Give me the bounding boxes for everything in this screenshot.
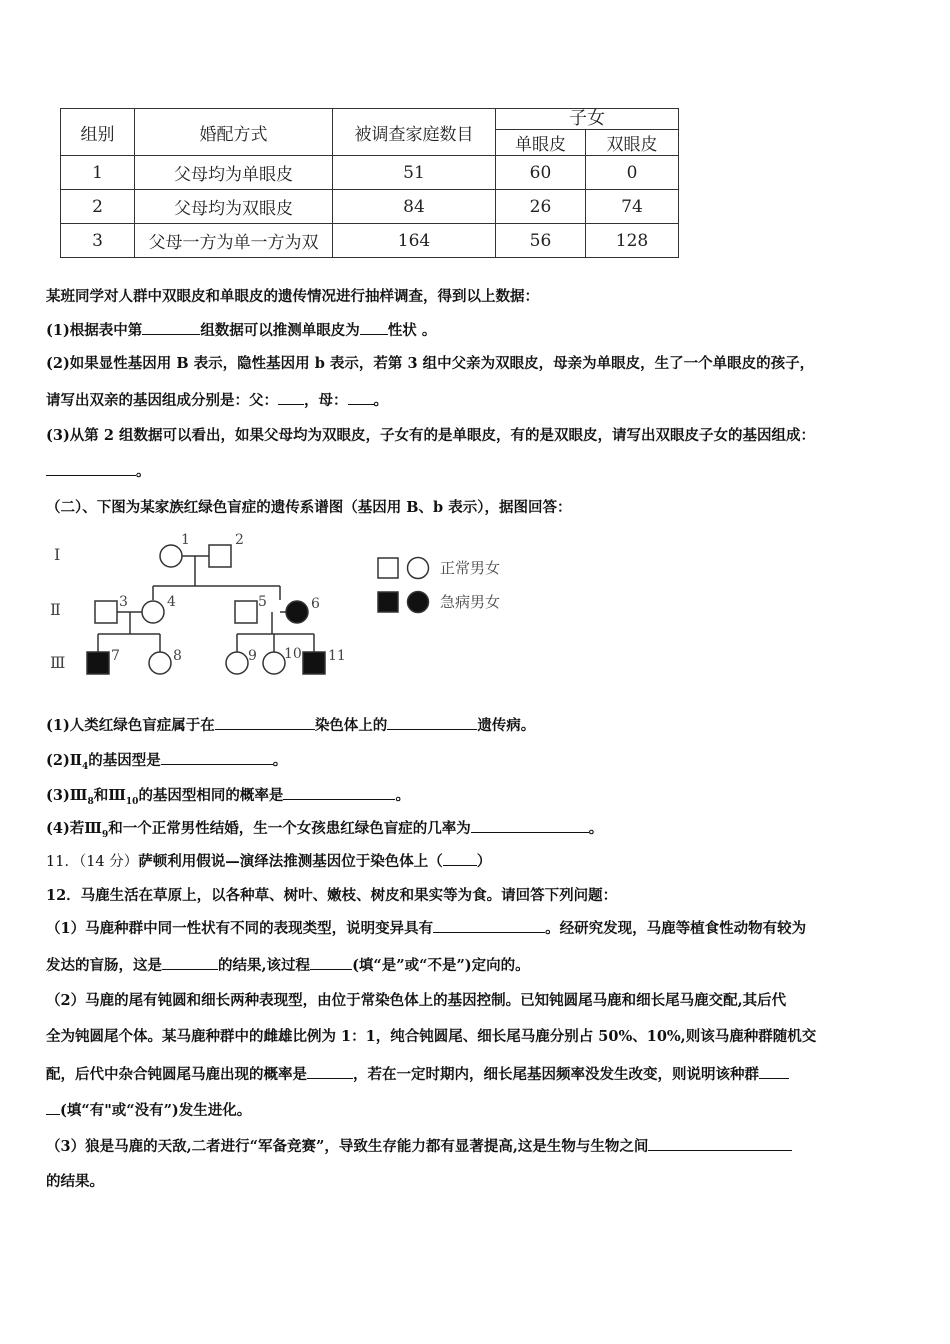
q11-end: ） xyxy=(476,853,492,870)
q12-part-2-line-2: 全为钝圆尾个体。某马鹿种群中的雌雄比例为 1：1，纯合钝圆尾、细长尾马鹿分别占 50%、10%,则该马鹿种群随机交 xyxy=(46,1028,817,1045)
generation-label-1: I xyxy=(54,545,61,564)
q3-part-b: 。 xyxy=(136,463,151,480)
label-1: 1 xyxy=(181,532,190,548)
p3-part-d: 。 xyxy=(395,787,410,804)
p1-part-b: 染色体上的 xyxy=(314,717,388,734)
answer-blank[interactable] xyxy=(443,851,477,866)
answer-blank[interactable] xyxy=(471,818,589,833)
answer-blank[interactable] xyxy=(142,320,200,335)
answer-blank[interactable] xyxy=(161,750,273,765)
q12-part-3-line-2: 的结果。 xyxy=(46,1173,104,1190)
individual-6-female-affected xyxy=(286,601,308,623)
question-2-line-1: (2)如果显性基因用 B 表示，隐性基因用 b 表示，若第 3 组中父亲为双眼皮，母亲为单眼皮，生了一个单眼皮的孩子， xyxy=(46,355,815,372)
answer-blank[interactable] xyxy=(46,1100,60,1115)
m1-part-d: 的结果,该过程 xyxy=(218,957,311,974)
pedigree-question-2 xyxy=(46,750,287,777)
answer-blank[interactable] xyxy=(348,390,374,405)
q12-part-2-line-1: （2）马鹿的尾有钝圆和细长两种表现型，由位于常染色体上的基因控制。已知钝圆尾马鹿和细长尾马鹿交配,其后代 xyxy=(46,992,787,1009)
individual-1-female-normal xyxy=(160,545,182,567)
header-single: 单眼皮 xyxy=(496,130,586,156)
q2-part-d: 。 xyxy=(373,392,388,409)
question-3-line-2 xyxy=(46,461,151,482)
p3-subscript-1: 8 xyxy=(87,796,94,807)
answer-blank[interactable] xyxy=(759,1064,789,1079)
answer-blank[interactable] xyxy=(360,320,388,335)
label-4: 4 xyxy=(167,594,176,610)
individual-11-male-affected xyxy=(303,652,325,674)
legend-affected-label: 急病男女 xyxy=(440,593,501,611)
p4-subscript: 9 xyxy=(101,829,109,840)
question-1 xyxy=(46,320,436,341)
cell-double: 74 xyxy=(586,190,679,224)
q11-text: 萨顿利用假说—演绎法推测基因位于染色体上（ xyxy=(138,853,443,870)
m1-part-b: 。经研究发现，马鹿等植食性动物有较为 xyxy=(545,920,807,937)
answer-blank[interactable] xyxy=(307,1064,353,1079)
cell-group: 2 xyxy=(61,190,135,224)
p2-subscript: 4 xyxy=(82,761,89,772)
label-10: 10 xyxy=(284,646,302,662)
label-2: 2 xyxy=(235,532,244,548)
q12-part-1-line-2 xyxy=(46,955,530,976)
p3-part-a: (3)Ⅲ xyxy=(46,787,88,804)
m1-part-a: （1）马鹿种群中同一性状有不同的表现类型，说明变异具有 xyxy=(46,920,434,937)
cell-families: 164 xyxy=(333,224,496,258)
label-8: 8 xyxy=(173,648,182,664)
individual-9-female-normal xyxy=(226,652,248,674)
answer-blank[interactable] xyxy=(283,785,395,800)
cell-mating: 父母均为单眼皮 xyxy=(135,156,333,190)
m3-part-a: （3）狼是马鹿的天敌,二者进行“军备竞赛”，导致生存能力都有显著提高,这是生物与生物之间 xyxy=(46,1138,649,1155)
header-double: 双眼皮 xyxy=(586,130,679,156)
q2-part-b: 请写出双亲的基因组成分别是：父： xyxy=(46,392,278,409)
part-2-heading: （二）、下图为某家族红绿色盲症的遗传系谱图（基因用 B、b 表示），据图回答： xyxy=(46,499,572,516)
individual-8-female-normal xyxy=(149,652,171,674)
individual-2-male-normal xyxy=(209,545,231,567)
generation-label-3: Ⅲ xyxy=(50,653,66,672)
m1-part-c: 发达的盲肠，这是 xyxy=(46,957,162,974)
p3-part-b: 和Ⅲ xyxy=(93,787,126,804)
header-families: 被调查家庭数目 xyxy=(333,109,496,156)
label-7: 7 xyxy=(111,648,120,664)
m2-part-e: (填“有"或“没有”)发生进化。 xyxy=(60,1102,252,1119)
cell-mating: 父母均为双眼皮 xyxy=(135,190,333,224)
header-group: 组别 xyxy=(61,109,135,156)
label-9: 9 xyxy=(248,648,257,664)
intro-text: 某班同学对人群中双眼皮和单眼皮的遗传情况进行抽样调查，得到以上数据： xyxy=(46,288,539,305)
legend-affected-male-icon xyxy=(378,592,398,612)
label-5: 5 xyxy=(258,594,267,610)
legend-affected-female-icon xyxy=(408,592,429,613)
label-6: 6 xyxy=(311,596,320,612)
cell-single: 60 xyxy=(496,156,586,190)
q1-part-c: 性状 。 xyxy=(387,322,437,339)
p3-part-c: 的基因型相同的概率是 xyxy=(138,787,284,804)
label-3: 3 xyxy=(119,594,128,610)
question-11 xyxy=(46,851,491,872)
q12-part-2-line-3 xyxy=(46,1064,789,1085)
table-row xyxy=(61,190,679,224)
pedigree-question-1 xyxy=(46,715,535,736)
generation-label-2: Ⅱ xyxy=(50,600,61,619)
p4-part-b: 和一个正常男性结婚，生一个女孩患红绿色盲症的几率为 xyxy=(108,820,471,837)
p4-part-a: (4)若Ⅲ xyxy=(46,820,102,837)
individual-4-female-normal xyxy=(142,601,164,623)
p1-part-a: (1)人类红绿色盲症属于在 xyxy=(46,717,215,734)
p1-part-c: 遗传病。 xyxy=(477,717,536,734)
p4-part-c: 。 xyxy=(588,820,604,837)
q2-part-c: ，母： xyxy=(304,392,348,409)
q11-number: 11．（14 分） xyxy=(46,854,139,870)
p2-part-a: (2)Ⅱ xyxy=(46,752,83,769)
individual-10-female-normal xyxy=(263,652,285,674)
answer-blank[interactable] xyxy=(387,715,477,730)
survey-table xyxy=(60,108,679,258)
q12-part-3-line-1 xyxy=(46,1136,792,1157)
q1-part-a: (1)根据表中第 xyxy=(46,322,143,339)
header-children: 子女 xyxy=(496,109,679,130)
cell-double: 128 xyxy=(586,224,679,258)
cell-mating: 父母一方为单一方为双 xyxy=(135,224,333,258)
q1-part-b: 组数据可以推测单眼皮为 xyxy=(200,322,360,339)
header-mating: 婚配方式 xyxy=(135,109,333,156)
legend-normal-male-icon xyxy=(378,558,398,578)
m1-part-e: (填“是”或“不是”)定向的。 xyxy=(352,957,530,974)
m2-part-c: 配，后代中杂合钝圆尾马鹿出现的概率是 xyxy=(46,1066,307,1083)
answer-blank[interactable] xyxy=(46,461,136,476)
pedigree-question-4 xyxy=(46,818,603,845)
answer-blank[interactable] xyxy=(648,1136,792,1151)
cell-families: 51 xyxy=(333,156,496,190)
answer-blank[interactable] xyxy=(215,715,315,730)
label-11: 11 xyxy=(328,648,346,664)
legend-normal-female-icon xyxy=(408,558,429,579)
p3-subscript-2: 10 xyxy=(125,796,139,807)
cell-single: 56 xyxy=(496,224,586,258)
cell-families: 84 xyxy=(333,190,496,224)
table-row xyxy=(61,224,679,258)
legend-normal-label: 正常男女 xyxy=(440,559,501,577)
q12-part-1-line-1 xyxy=(46,918,806,939)
cell-group: 3 xyxy=(61,224,135,258)
m2-part-d: ，若在一定时期内，细长尾基因频率没发生改变，则说明该种群 xyxy=(353,1066,759,1083)
question-12: 12．马鹿生活在草原上，以各种草、树叶、嫩枝、树皮和果实等为食。请回答下列问题： xyxy=(46,887,618,904)
answer-blank[interactable] xyxy=(278,390,304,405)
answer-blank[interactable] xyxy=(310,955,352,970)
cell-single: 26 xyxy=(496,190,586,224)
pedigree-diagram xyxy=(40,530,540,690)
individual-7-male-affected xyxy=(87,652,109,674)
question-3-line-1: (3)从第 2 组数据可以看出，如果父母均为双眼皮，子女有的是单眼皮，有的是双眼皮，请写出双眼皮子女的基因组成： xyxy=(46,427,815,444)
p2-part-c: 。 xyxy=(272,752,288,769)
cell-double: 0 xyxy=(586,156,679,190)
table-row xyxy=(61,156,679,190)
question-2-line-2 xyxy=(46,390,388,411)
p2-part-b: 的基因型是 xyxy=(88,752,161,769)
q12-part-2-line-4 xyxy=(46,1100,251,1121)
pedigree-question-3 xyxy=(46,785,410,812)
individual-5-male-normal xyxy=(235,601,257,623)
cell-group: 1 xyxy=(61,156,135,190)
individual-3-male-normal xyxy=(95,601,117,623)
answer-blank[interactable] xyxy=(162,955,218,970)
answer-blank[interactable] xyxy=(433,918,545,933)
